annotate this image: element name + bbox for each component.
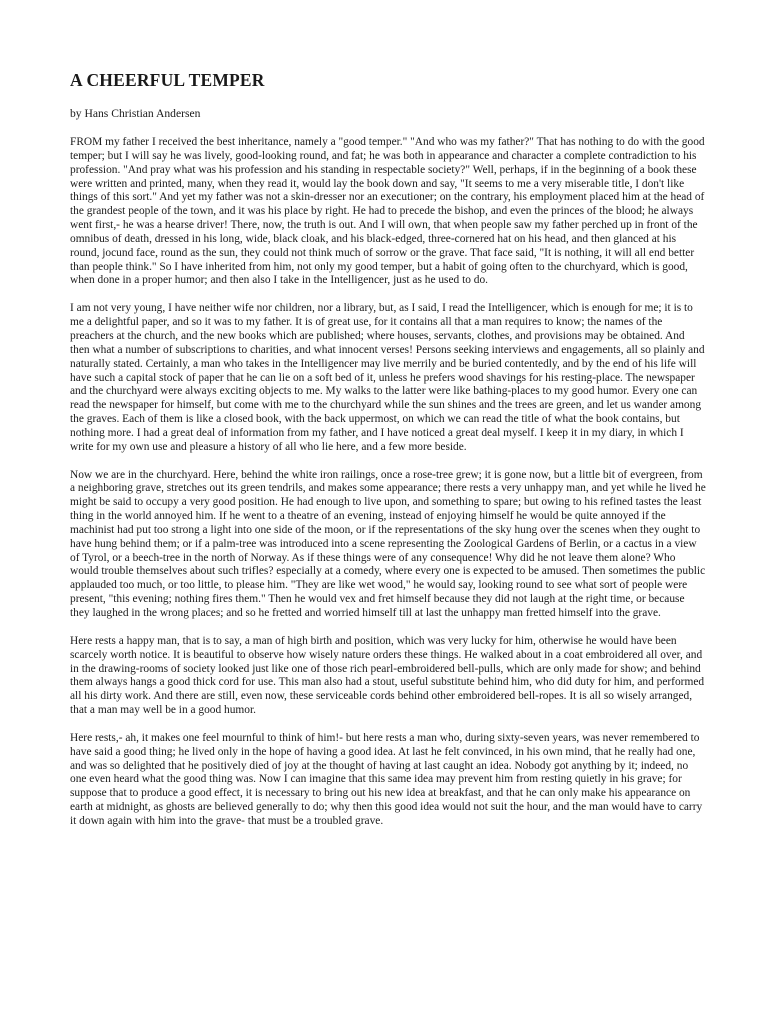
paragraph-2: I am not very young, I have neither wife nor children, nor a library, but, as I said, I read the Intelligencer, which is enough for me; it is to me a delightful paper, and so it was to my father. It is of great use, for it contains all that a man requires to know; the names of the preachers at the church, and the new books which are published; where houses, servants, clothes, and provisions may be obtained. And then what a number of subscriptions to charities, and what innocent verses! Persons seeking interviews and engagements, all so plainly and naturally stated. Certainly, a man who takes in the Intelligencer may live merrily and be buried contentedly, and by the end of his life will have such a capital stock of paper that he can lie on a soft bed of it, unless he prefers wood shavings for his resting-place. The newspaper and the churchyard were always exciting objects to me. My walks to the latter were like bathing-places to my good humor. Every one can read the newspaper for himself, but come with me to the churchyard while the sun shines and the trees are green, and let us wander among the graves. Each of them is like a closed book, with the back uppermost, on which we can read the title of what the book contains, but nothing more. I had a great deal of information from my father, and I have noticed a great deal myself. I keep it in my diary, in which I write for my own use and pleasure a history of all who lie here, and a few more beside. [70,302,705,453]
paragraph-1: FROM my father I received the best inheritance, namely a "good temper." "And who was my father?" That has nothing to do with the good temper; but I will say he was lively, good-looking round, and fat; he was both in appearance and character a complete contradiction to his profession. "And pray what was his profession and his standing in respectable society?" Well, perhaps, if in the beginning of a book these were written and printed, many, when they read it, would lay the book down and say, "It seems to me a very miserable title, I don't like things of this sort." And yet my father was not a skin-dresser nor an executioner; on the contrary, his employment placed him at the head of the grandest people of the town, and it was his place by right. He had to precede the bishop, and even the princes of the blood; he always went first,- he was a hearse driver! There, now, the truth is out. And I will own, that when people saw my father perched up in front of the omnibus of death, dressed in his long, wide, black cloak, and his black-edged, three-cornered hat on his head, and then glanced at his round, jocund face, round as the sun, they could not think much of sorrow or the grave. That face said, "It is nothing, it will all end better than people think." So I have inherited from him, not only my good temper, but a habit of going often to the churchyard, which is good, when done in a proper humor; and then also I take in the Intelligencer, just as he used to do. [70,136,705,287]
document-title: A CHEERFUL TEMPER [70,70,265,90]
paragraph-5: Here rests,- ah, it makes one feel mournful to think of him!- but here rests a man who, during sixty-seven years, was never remembered to have said a good thing; he lived only in the hope of having a good idea. At last he felt convinced, in his own mind, that he really had one, and was so delighted that he positively died of joy at the thought of having at last caught an idea. Nobody got anything by it; indeed, no one even heard what the good thing was. Now I can imagine that this same idea may prevent him from resting quietly in his grave; for suppose that to produce a good effect, it is necessary to bring out his new idea at breakfast, and that he can only make his appearance on earth at midnight, as ghosts are believed generally to do; why then this good idea would not suit the hour, and the man would have to carry it down again with him into the grave- that must be a troubled grave. [70,731,703,827]
paragraph-3: Now we are in the churchyard. Here, behind the white iron railings, once a rose-tree grew; it is gone now, but a little bit of evergreen, from a neighboring grave, stretches out its green tendrils, and makes some appearance; there rests a very unhappy man, and yet while he lived he might be said to occupy a very good position. He had enough to live upon, and something to spare; but owing to his refined tastes the least thing in the world annoyed him. If he went to a theatre of an evening, instead of enjoying himself he would be quite annoyed if the machinist had put too strong a light into one side of the moon, or if the representations of the sky hung over the scenes when they ought to have hung behind them; or if a palm-tree was introduced into a scene representing the Zoological Gardens of Berlin, or a cactus in a view of Tyrol, or a beech-tree in the north of Norway. As if these things were of any consequence! Why did he not leave them alone? Who would trouble themselves about such trifles? especially at a comedy, where every one is expected to be amused. Then sometimes the public applauded too much, or too little, to please him. "They are like wet wood," he would say, looking round to see what sort of people were present, "this evening; nothing fires them." Then he would vex and fret himself because they did not laugh at the right time, or because they laughed in the wrong places; and so he fretted and worried himself till at last the unhappy man fretted himself into the grave. [70,468,706,619]
author-byline: by Hans Christian Andersen [70,107,201,120]
paragraph-4: Here rests a happy man, that is to say, a man of high birth and position, which was very lucky for him, otherwise he would have been scarcely worth notice. It is beautiful to observe how wisely nature orders these things. He walked about in a coat embroidered all over, and in the drawing-rooms of society looked just like one of those rich pearl-embroidered bell-pulls, which are only made for show; and behind them always hangs a good thick cord for use. This man also had a stout, useful substitute behind him, who did duty for him, and performed all his dirty work. And there are still, even now, these serviceable cords behind other embroidered bell-ropes. It is all so wisely arranged, that a man may well be in a good humor. [70,634,705,717]
